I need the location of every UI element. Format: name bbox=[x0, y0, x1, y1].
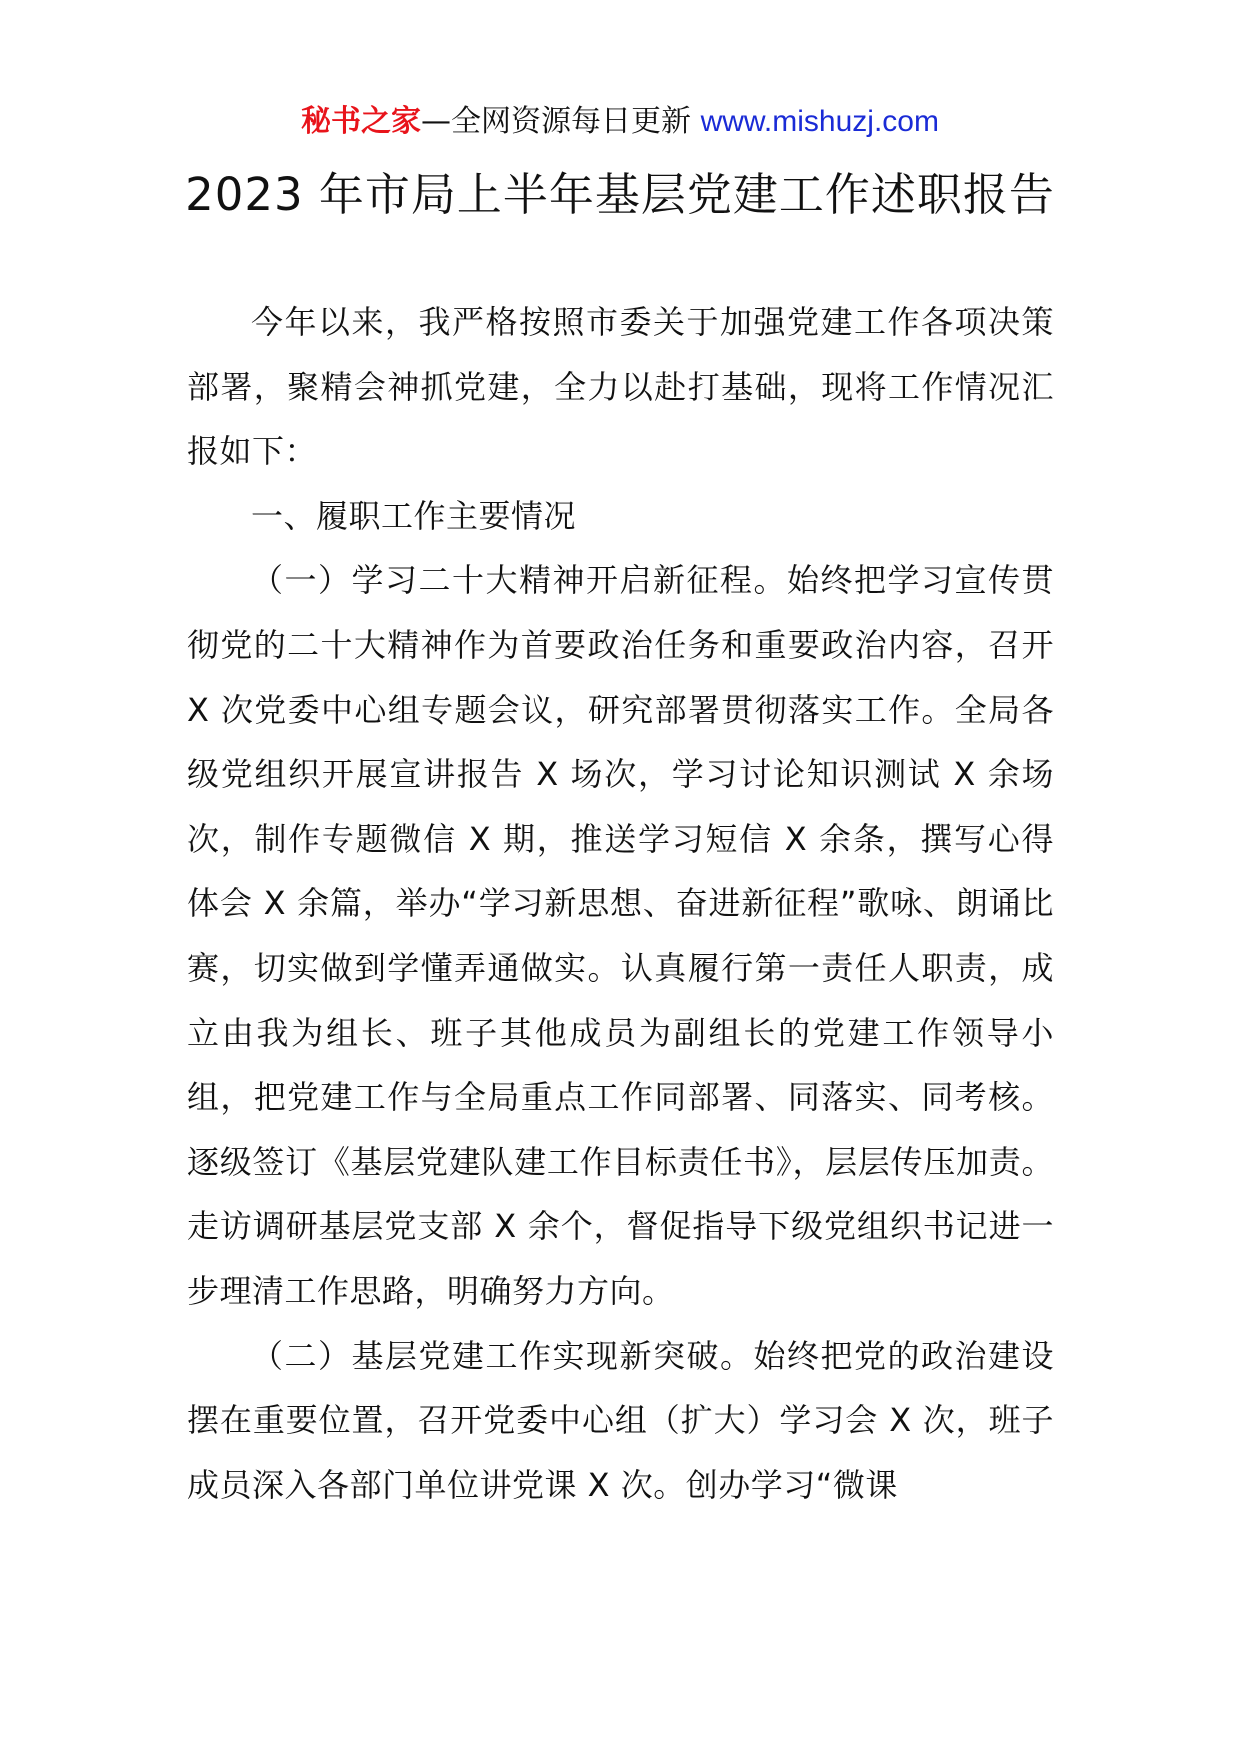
header-slogan: —全网资源每日更新 bbox=[421, 104, 701, 139]
section-heading: 一、履职工作主要情况 bbox=[251, 496, 577, 535]
paragraph-subsection-2: （二）基层党建工作实现新突破。始终把党的政治建设摆在重要位置，召开党委中心组（扩大）学习会 X 次，班子成员深入各部门单位讲党课 X 次。创办学习“微课 bbox=[187, 1336, 1054, 1504]
paragraph-subsection-1: （一）学习二十大精神开启新征程。始终把学习宣传贯彻党的二十大精神作为首要政治任务和重要政治内容，召开 X 次党委中心组专题会议，研究部署贯彻落实工作。全局各级党组织开展宣讲报告 X 场次，学习讨论知识测试 X 余场次，制作专题微信 X 期，推送学习短信 X 余条，撰写心得体会 X 余篇，举办“学习新思想、奋进新征程”歌咏、朗诵比赛，切实做到学懂弄通做实。认真履行第一责任人职责，成立由我为组长、班子其他成员为副组长的党建工作领导小组，把党建工作与全局重点工作同部署、同落实、同考核。逐级签订《基层党建队建工作目标责任书》，层层传压加责。走访调研基层党支部 X 余个，督促指导下级党组织书记进一步理清工作思路，明确努力方向。 bbox=[187, 561, 1054, 1310]
document-body bbox=[187, 290, 1054, 1517]
site-header bbox=[0, 100, 1240, 144]
brand-name: 秘书之家 bbox=[301, 104, 422, 139]
intro-paragraph: 今年以来，我严格按照市委关于加强党建工作各项决策部署，聚精会神抓党建，全力以赴打基础，现将工作情况汇报如下： bbox=[187, 303, 1054, 471]
document-title: 2023 年市局上半年基层党建工作述职报告 bbox=[185, 168, 1055, 221]
website-url[interactable]: www.mishuzj.com bbox=[700, 105, 939, 138]
